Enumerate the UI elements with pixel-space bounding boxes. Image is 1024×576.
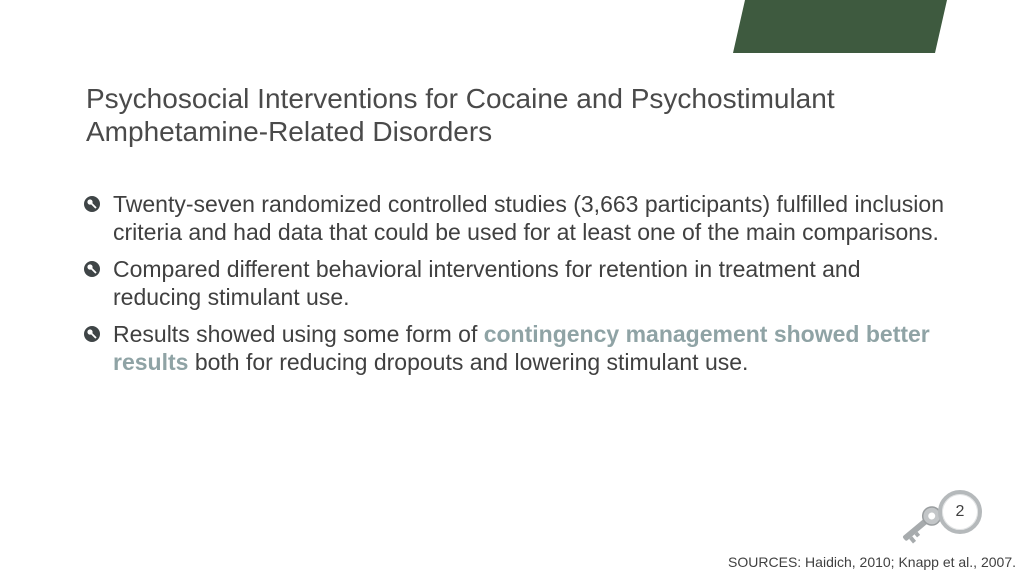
bullet-text: Compared different behavioral interventions for retention in treatment and reducing stimulant use. [113, 256, 861, 310]
page-number-badge: 2 [938, 490, 982, 534]
key-bullet-icon [84, 261, 100, 277]
bullet-list [84, 190, 954, 385]
bullet-text [113, 321, 930, 375]
key-bullet-icon [84, 326, 100, 342]
bullet-item [84, 190, 954, 246]
title-line-2: Amphetamine-Related Disorders [86, 116, 493, 147]
highlight-text: contingency management showed better results [113, 321, 930, 375]
slide-title [86, 82, 966, 148]
bullet-item [84, 320, 954, 376]
accent-bar [733, 0, 947, 53]
bullet-text-before: Results showed using some form of [113, 321, 484, 347]
bullet-text-after: both for reducing dropouts and lowering stimulant use. [188, 349, 749, 375]
bullet-text: Twenty-seven randomized controlled studies (3,663 participants) fulfilled inclusion criteria and had data that could be used for at least one of the main comparisons. [113, 191, 944, 245]
title-line-1: Psychosocial Interventions for Cocaine and Psychostimulant [86, 83, 835, 114]
key-bullet-icon [84, 196, 100, 212]
sources-citation: SOURCES: Haidich, 2010; Knapp et al., 2007. [728, 554, 1016, 570]
bullet-item [84, 255, 954, 311]
